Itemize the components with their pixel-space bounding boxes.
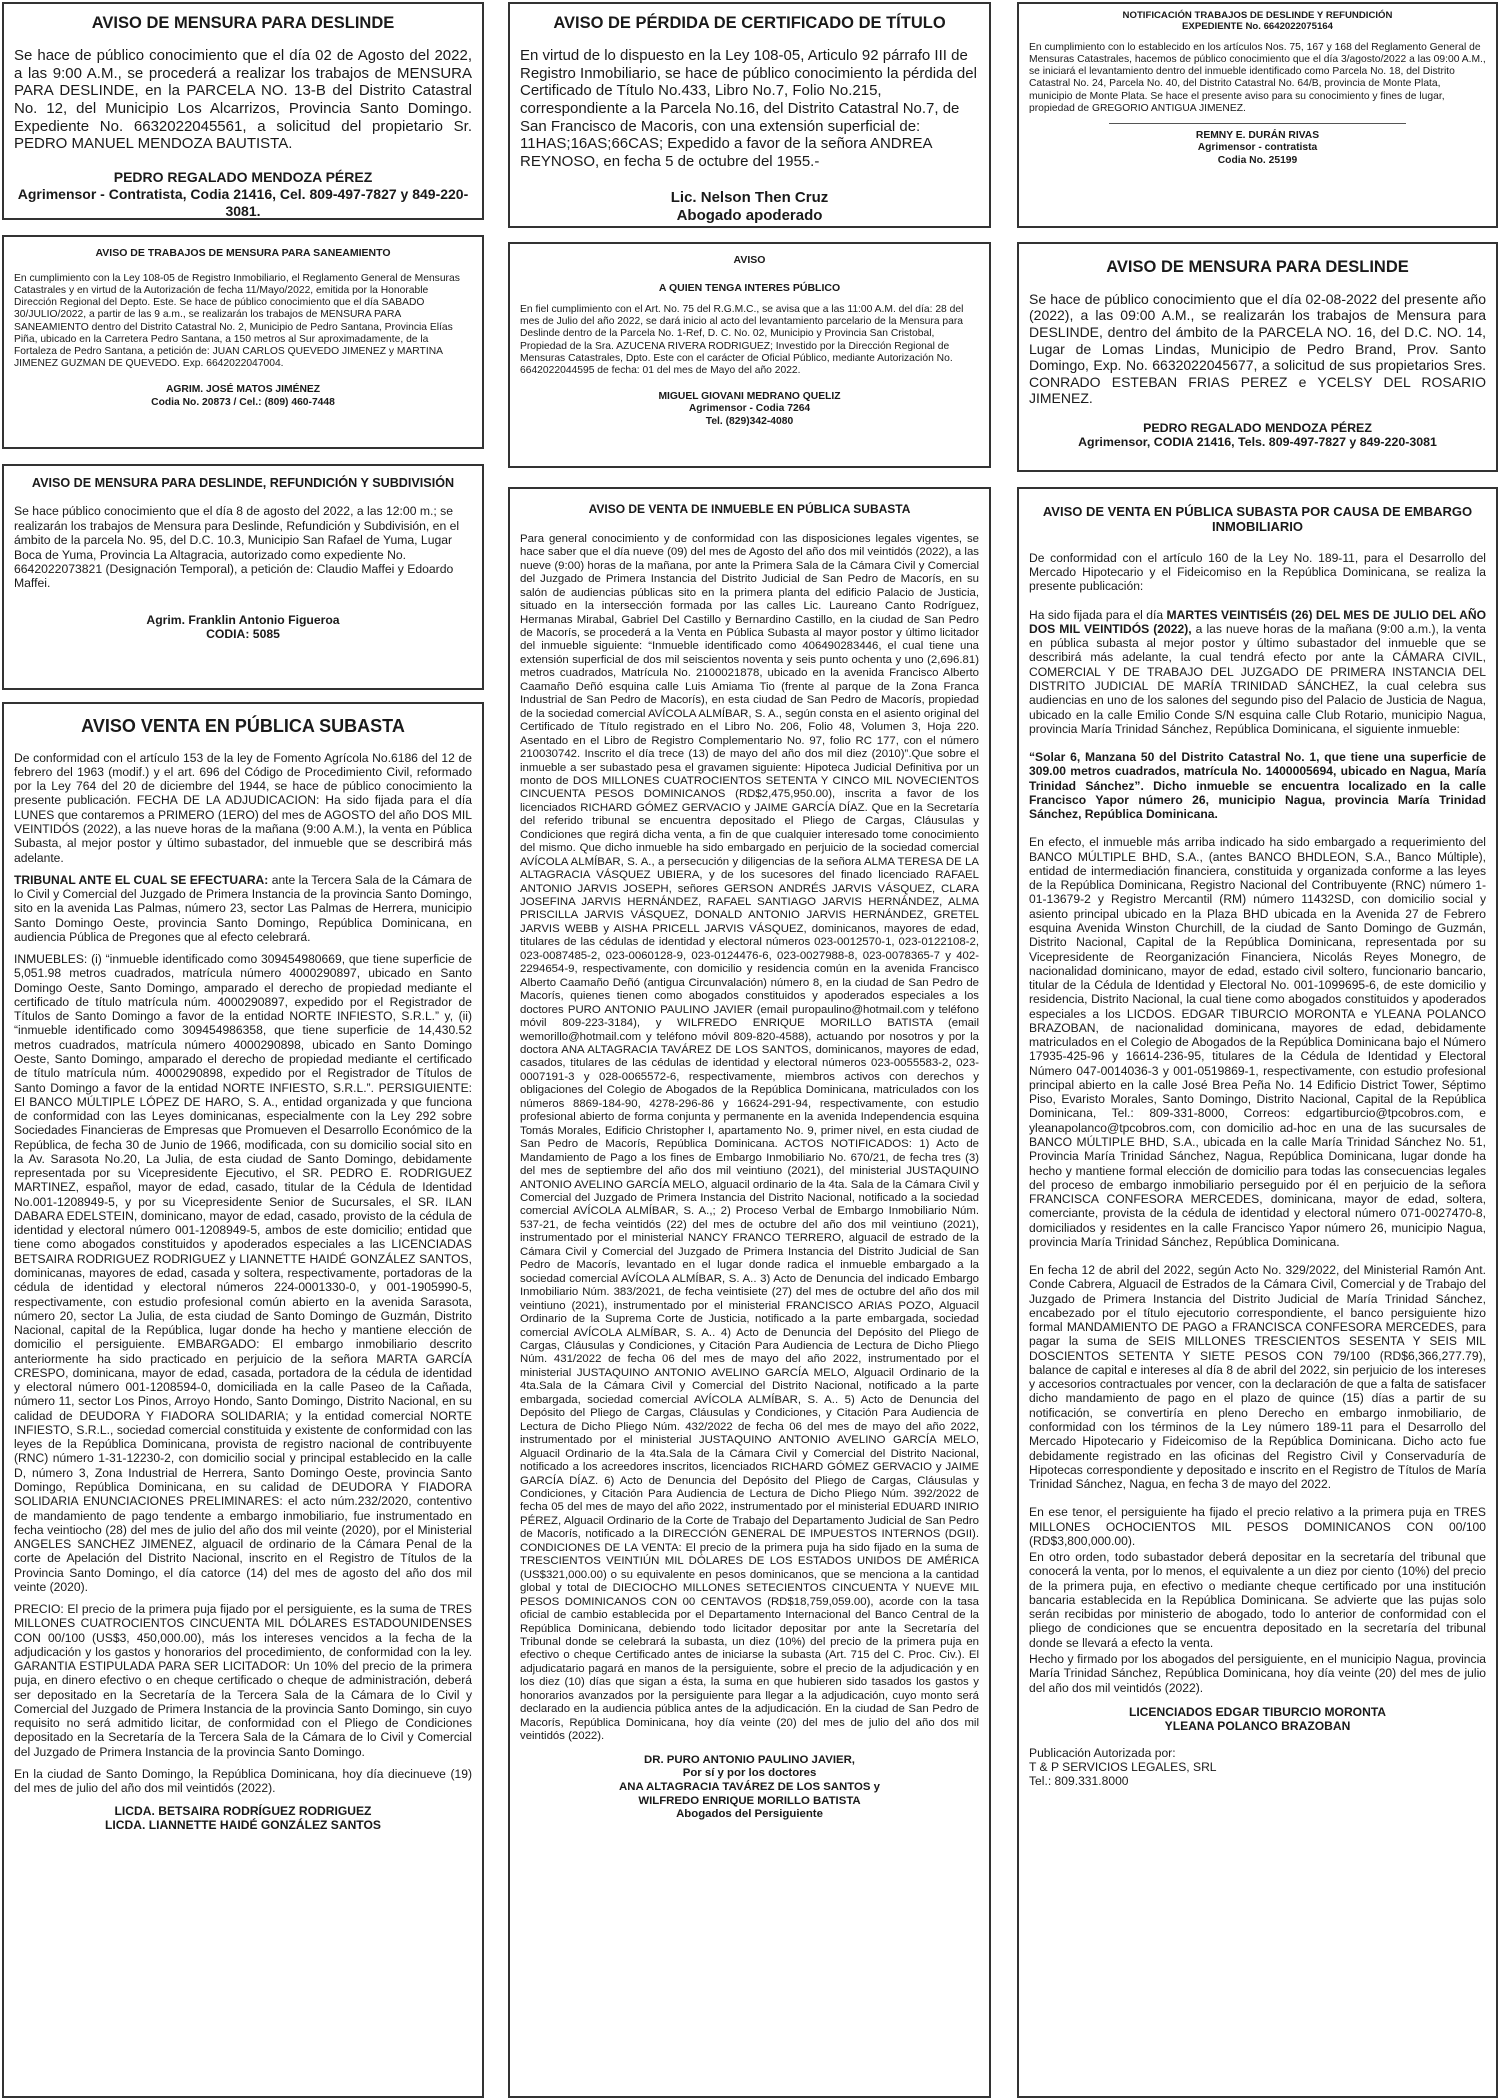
notice-mensura-deslinde-1: [2, 2, 484, 220]
auction-date: MARTES VEINTISÉIS (26) DEL MES DE JULIO DEL AÑO DOS MIL VEINTIDÓS (2022),: [1029, 607, 1486, 636]
notice-signature: [520, 391, 979, 428]
notice-body: Se hace público conocimiento que el día 8 de agosto del 2022, a las 12:00 m.; se realizarán los trabajos de Mensura para Deslinde, Refundición y Subdivisión, en el ámbito de la parcela No. 95, del D.C. 10.3, Municipio San Rafael de Yuma, Lugar Boca de Yuma, Provincia La Altagracia, autorizado como expediente No. 6642022073821 (Designación Temporal), a petición de: Claudio Maffei y Edoardo Maffei.: [14, 504, 460, 591]
notice-signature: [1029, 130, 1486, 167]
paragraph-text: a las nueve horas de la mañana (9:00 a.m.), la venta en pública subasta al mejor postor y último subastador del inmueble que se describirá más adelante, la cual tendrá efecto por ante la CÁMARA CIVIL, COMERCIAL Y DE TRABAJO DEL JUZGADO DE PRIMERA INSTANCIA DEL DISTRITO JUDICIAL DE MARÍA TRINIDAD SÁNCHEZ, la cual celebra sus audiencias en uno de los salones del segundo piso del Palacio de Justicia de Nagua, ubicado en la calle Emilio Conde S/N esquina calle Club Rotario, municipio Nagua, provincia María Trinidad Sánchez, República Dominicana, el siguiente inmueble:: [1029, 621, 1487, 736]
notice-title: AVISO DE VENTA DE INMUEBLE EN PÚBLICA SUBASTA: [588, 502, 911, 516]
notice-title: NOTIFICACIÓN TRABAJOS DE DESLINDE Y REFUNDICIÓN: [1122, 10, 1393, 21]
notice-paragraph: [14, 873, 472, 944]
notice-paragraph: Hecho y firmado por los abogados del persiguiente, en el municipio Nagua, provincia María Trinidad Sánchez, República Dominicana, hoy día veinte (20) del mes de julio del año dos mil veintidós (2022).: [1029, 1652, 1486, 1695]
notice-title: AVISO DE MENSURA PARA DESLINDE, REFUNDICIÓN Y SUBDIVISIÓN: [31, 476, 455, 490]
notice-paragraph: En la ciudad de Santo Domingo, la República Dominicana, hoy día diecinueve (19) del mes de julio del año dos mil veintidós (2022).: [14, 1767, 472, 1796]
notice-body: Se hace de público conocimiento que el día 02-08-2022 del presente año (2022), a las 09:00 A.M., se realizarán los trabajos de Mensura para DESLINDE, dentro del ámbito de la PARCELA NO. 16, del D.C. NO. 14, Lugar de Lomas Lindas, Municipio de Pedro Brand, Prov. Santo Domingo, Exp. No. 6632022045677, a solicitud de sus propietarios Sres. CONRADO ESTEBAN FRIAS PEREZ e YCELSY DEL ROSARIO JIMENEZ.: [1029, 290, 1486, 407]
notice-title: AVISO DE MENSURA PARA DESLINDE: [1106, 258, 1409, 276]
notice-mensura-saneamiento: [2, 235, 484, 449]
notice-perdida-certificado: [508, 2, 991, 228]
notice-body: En cumplimiento con la Ley 108-05 de Registro Inmobiliario, el Reglamento General de Mensuras Catastrales y en virtud de la Autorización de fecha 11/Mayo/2022, emitida por la Honorable Dirección Regional del Depto. Este. Se hace de público conocimiento que el día SABADO 30/JULIO/2022, a partir de las 9 a.m., se realizarán los trabajos de MENSURA PARA SANEAMIENTO dentro del Distrito Catastral No. 2, Municipio de Pedro Santana, Provincia Elías Piña, ubicado en la Carretera Pedro Santana, a 150 metros al Sur aproximadamente, de la Fortaleza de Pedro Santana, a petición de: JUAN CARLOS QUEVEDO JIMENEZ y MARTINA JIMENEZ GUZMAN DE QUEVEDO. Exp. 6642022047004.: [14, 273, 460, 370]
publisher-phone: Tel.: 809.331.8000: [1029, 1774, 1129, 1789]
notice-title: AVISO DE TRABAJOS DE MENSURA PARA SANEAMIENTO: [95, 247, 391, 259]
signature-name: ANA ALTAGRACIA TAVÁREZ DE LOS SANTOS y: [619, 1780, 880, 1793]
notice-body: En virtud de lo dispuesto en la Ley 108-05, Articulo 92 párrafo III de Registro Inmobiliario, se hace de público conocimiento la pérdida del Certificado de Título No.433, Libro No.7, Folio No.215, correspondiente a la Parcela No.16, del Distrito Catastral No.7, de San Francisco de Macoris, con una extensión superficial de: 11HAS;16AS;66CAS; Expedido a favor de la señora ANDREA REYNOSO, en fecha 5 de octubre del 1955.-: [520, 46, 977, 171]
notice-deslinde-refundicion: [1017, 2, 1498, 228]
signature-name: DR. PURO ANTONIO PAULINO JAVIER,: [644, 1753, 855, 1766]
notice-signature: [14, 613, 472, 642]
notice-body: Para general conocimiento y de conformidad con las disposiciones legales vigentes, se hace saber que el día nueve (09) del mes de Agosto del año dos mil veintidós (2022), a las nueve (9:00) horas de la mañana, por ante la Primera Sala de la Cámara Civil y Comercial del Juzgado de Primera Instancia del Distrito Judicial de San Pedro de Macorís, en su salón de audiencias públicas sito en la primera planta del edificio Palacio de Justicia, situado en la intersección formada por las calles Lic. Laureano Canto Rodríguez, Hermanas Mirabal, Gabriel Del Castillo y Bernardino Castillo, en la ciudad de San Pedro de Macorís, se procederá a la Venta en Pública Subasta al mayor postor y último licitador del inmueble siguiente: “Inmueble identificado como 406490283446, el cual tiene una extensión superficial de dos mil seiscientos noventa y seis punto ochenta y uno (2,696.81) metros cuadrados, Matrícula No. 2100021878, ubicado en la avenida Francisco Alberto Caamaño Deñó esquina calle Luis Amiama Tio (frente al parque de la Zona Franca Industrial de San Pedro de Macorís), en esta ciudad de San Pedro de Macorís, propiedad de la sociedad comercial AVÍCOLA ALMÍBAR, S. A., según consta en el asiento original del Certificado de Título registrado en el Libro No. 206, Folio 48, Volumen 3, Hoja 220. Asentado en el Libro de Registro Complementario No. 97, folio RC 177, con el número 210030742. Inscrito el día trece (13) de mayo del año dos mil diez (2010)”.Que sobre el inmueble a ser subastado pesa el gravamen siguiente: Hipoteca Judicial Definitiva por un monto de DOS MILLONES CUATROCIENTOS SETENTA Y CINCO MIL NOVECIENTOS CINCUENTA PESOS DOMINICANOS (RD$2,475,950.00), inscrita a favor de los licenciados RICHARD GÓMEZ GERVACIO y JAIME GARCÍA DÍAZ. Que en la Secretaría del referido tribunal se encuentra depositado el Pliego de Cargas, Cláusulas y Condiciones que regirá dicha venta, a fin de que cualquier interesado tome conocimiento del mismo. Que dicho inmueble ha sido embargado en perjuicio de la sociedad comercial AVÍCOLA ALMÍBAR, S. A., a persecución y diligencias de la señora ALMA TERESA DE LA ALTAGRACIA VÁSQUEZ UBIERA, y de los sucesores del finado licenciado RAFAEL ANTONIO JARVIS JOSEPH, señores GERSON ANDRÉS JARVIS VÁSQUEZ, CLARA JOSEFINA JARVIS HERNÁNDEZ, RAFAEL SANTIAGO JARVIS HERNÁNDEZ, ALMA PRISCILLA JARVIS VÁSQUEZ, DONALD ANTONIO JARVIS HERNÁNDEZ, GRETEL JARVIS WEBB y AISHA PRICELL JARVIS VÁSQUEZ, dominicanos, mayores de edad, titulares de las cédulas de identidad y electoral números 023-0012570-1, 023-0122108-2, 023-0087485-2, 023-0060128-9, 023-0124476-6, 023-0027988-8, 023-0078365-7 y 402-2294654-9, respectivamente, con domicilio y residencia común en la avenida Francisco Alberto Caamaño Deñó (antigua Circunvalación) número 8, en la ciudad de San Pedro de Macorís, quienes tienen como abogados constituidos y apoderados especiales a los doctores PURO ANTONIO PAULINO JAVIER (email puropaulino@hotmail.com y teléfono móvil 809-223-3184), y WILFREDO ENRIQUE MORILLO BATISTA (email wemorillo@hotmail.com y teléfono móvil 809-820-4588), actuando por nosotros y por la doctora ANA ALTAGRACIA TAVÁREZ DE LOS SANTOS, dominicanos, mayores de edad, casados, titulares de las cédulas de identidad y electoral números 023-0055583-2, 023-0007191-3 y 028-0065572-6, respectivamente, miembros activos con derechos y obligaciones del Colegio de Abogados de la República Dominicana, matriculados con los números 8869-184-90, 4278-296-86 y 16624-291-94, respectivamente, con estudio profesional abierto de forma conjunta y permanente en la avenida Independencia esquina Tomás Morales, Edificio Christopher I, apartamento No. 9, primer nivel, en esta ciudad de San Pedro de Macorís, República Dominicana. ACTOS NOTIFICADOS: 1) Acto de Mandamiento de Pago a los fines de Embargo Inmobiliario No. 670/21, de fecha tres (3) del mes de septiembre del año dos mil veintiuno (2021), del ministerial JUSTAQUINO ANTONIO AVELINO GARCÍA MELO, alguacil ordinario de la 4ta. Sala de la Cámara Civil y Comercial del Juzgado de Primera Instancia del Distrito Nacional, notificado a la sociedad comercial AVÍCOLA ALMÍBAR, S. A.,; 2) Proceso Verbal de Embargo Inmobiliario Núm. 537-21, de fecha veintidós (22) del mes de octubre del año dos mil veintiuno (2021), instrumentado por el ministerial NANCY FRANCO TERRERO, alguacil de estrado de la Cámara Civil y Comercial del Juzgado de Primera Instancia del Distrito Judicial de San Pedro de Macorís, levantado en el lugar donde radica el inmueble embargado a la sociedad comercial AVÍCOLA ALMÍBAR, S. A.. 3) Acto de Denuncia del indicado Embargo Inmobiliario Núm. 383/2021, de fecha veintisiete (27) del mes de octubre del año dos mil veintiuno (2021), instrumentado por el ministerial FRANCISCO ARIAS POZO, Alguacil Ordinario de la Suprema Corte de Justicia, notificado a la parte embargada, sociedad comercial AVÍCOLA ALMÍBAR, S. A.. 4) Acto de Denuncia del Depósito del Pliego de Cargas, Cláusulas y Condiciones, y Citación Para Audiencia de Lectura de Dicho Pliego Núm. 431/2022 de fecha 06 del mes de mayo del año 2022, instrumentado por el ministerial JUSTAQUINO ANTONIO AVELINO GARCÍA MELO, Alguacil Ordinario de la 4ta.Sala de la Cámara Civil y Comercial del Distrito Nacional, notificado a la parte embargada, sociedad comercial AVÍCOLA ALMÍBAR, S. A.. 5) Acto de Denuncia del Depósito del Pliego de Cargas, Cláusulas y Condiciones, y Citación Para Audiencia de Lectura de Dicho Pliego Núm. 432/2022 de fecha 06 del mes de mayo del año 2022, instrumentado por el ministerial JUSTAQUINO ANTONIO AVELINO GARCÍA MELO, Alguacil Ordinario de la 4ta.Sala de la Cámara Civil y Comercial del Distrito Nacional, notificado a los acreedores inscritos, licenciados RICHARD GÓMEZ GERVACIO y JAIME GARCÍA DÍAZ. 6) Acto de Denuncia del Depósito del Pliego de Cargas, Cláusulas y Condiciones, y Citación Para Audiencia de Lectura de Dicho Pliego Núm. 392/2022 de fecha 05 del mes de mayo del año 2022, instrumentado por el ministerial EDUARD INIRIO PÉREZ, Alguacil Ordinario de la Corte de Trabajo del Departamento Judicial de San Pedro de Macorís, notificado a la DIRECCIÓN GENERAL DE IMPUESTOS INTERNOS (DGII). CONDICIONES DE LA VENTA: El precio de la primera puja ha sido fijado en la suma de TRESCIENTOS VEINTIÚN MIL DÓLARES DE LOS ESTADOS UNIDOS DE AMÉRICA (US$321,000.00) o su equivalente en pesos dominicanos, que se menciona a la cantidad global y total de DIECIOCHO MILLONES SETECIENTOS CINCUENTA Y NUEVE MIL PESOS DOMINICANOS CON 00 CENTAVOS (RD$18,759,059.00), acorde con la tasa oficial de cambio establecida por el Departamento Internacional del Banco Central de la República Dominicana, debiendo todo licitador depositar por ante la Secretaría del Tribunal donde se celebrará la subasta, un diez (10%) del precio de la primera puja en efectivo o cheque Certificado antes de iniciarse la subasta (Art. 715 del C. Proc. Civ.). El adjudicatario pagará en manos de la persiguiente, sobre el precio de la adjudicación y en los diez (10) días que sigan a ésta, la suma en que hubieren sido tasados los gastos y honorarios avanzados por la persiguiente para llegar a la adjudicación, cuyo monto será declarado en la audiencia pública antes de la adjudicación. En la ciudad de San Pedro de Macorís, República Dominicana, hoy día veinte (20) del mes de julio del año dos mil veintidós (2022).: [520, 532, 979, 1743]
tribunal-text: ante la Tercera Sala de la Cámara de lo Civil y Comercial del Juzgado de Primera Instancia de la provincia Santo Domingo, sito en la avenida Las Palmas, número 23, sector Las Palmas de Herrera, municipio Santo Domingo Oeste, provincia Santo Domingo, República Dominicana, en audiencia Pública de Pregones que al efecto celebrará.: [14, 872, 472, 944]
notice-body: Se hace de público conocimiento que el día 02 de Agosto del 2022, a las 9:00 A.M., se procederá a realizar los trabajos de MENSURA PARA DESLINDE, en la PARCELA NO. 13-B del Distrito Catastral No. 12, del Municipio Los Alcarrizos, Provincia Santo Domingo. Expediente No. 6632022045561, a solicitud del propietario Sr. PEDRO MANUEL MENDOZA BAUTISTA.: [14, 46, 472, 153]
notice-venta-embargo-inmobiliario: [1017, 487, 1498, 2098]
notice-venta-publica-subasta-1: [2, 702, 484, 2098]
notice-paragraph: De conformidad con el artículo 153 de la ley de Fomento Agrícola No.6186 del 12 de febrero del 1963 (modif.) y el art. 696 del Código de Procedimiento Civil, reformado por la Ley 764 del 20 de diciembre del 1944, se hace de público conocimiento la presente publicación. FECHA DE LA ADJUDICACION: Ha sido fijada para el día LUNES que contaremos a PRIMERO (1ERO) del mes de AGOSTO del año DOS MIL VEINTIDÓS (2022), a las nueve horas de la mañana (9:00 A.M.), la venta en Pública Subasta, al mejor postor y último subastador, del inmueble que se describirá más adelante.: [14, 750, 472, 865]
signature-line: [1109, 123, 1406, 124]
notice-signature: [1029, 421, 1486, 451]
signature-details: CODIA: 5085: [206, 627, 280, 642]
notice-body: [14, 751, 472, 1796]
signature-name: PEDRO REGALADO MENDOZA PÉREZ: [113, 169, 373, 186]
notice-signature: [1029, 1705, 1486, 1734]
signature-details: Abogado apoderado: [676, 206, 823, 224]
paragraph-text: Ha sido fijada para el día: [1029, 607, 1167, 622]
signature-name: LICDA. LIANNETTE HAIDÉ GONZÁLEZ SANTOS: [105, 1818, 381, 1833]
notice-body: En fiel cumplimiento con el Art. No. 75 del R.G.M.C., se avisa que a las 11:00 A.M. del día: 28 del mes de Julio del año 2022, se dará inicio al acto del levantamiento parcelario de la Mensura para Deslinde dentro de la Parcela No. 1-Ref, D. C. No. 02, Municipio y Provincia San Cristobal, Propiedad de la Sra. AZUCENA RIVERA RODRIGUEZ; Investido por la Dirección Regional de Mensuras Catastrales, Dpto. Este con el carácter de Oficial Público, mediante Autorización No. 6642022044595 de fecha: 01 del mes de Mayo del año 2022.: [520, 304, 964, 376]
notice-title: AVISO DE VENTA EN PÚBLICA SUBASTA POR CAUSA DE EMBARGO INMOBILIARIO: [1042, 504, 1473, 534]
publisher-name: T & P SERVICIOS LEGALES, SRL: [1029, 1760, 1217, 1775]
signature-name: Lic. Nelson Then Cruz: [670, 188, 829, 206]
tribunal-label: TRIBUNAL ANTE EL CUAL SE EFECTUARA:: [14, 872, 269, 887]
signature-name: LICENCIADOS EDGAR TIBURCIO MORONTA: [1128, 1704, 1387, 1719]
signature-phone: Tel. (829)342-4080: [705, 415, 794, 427]
notice-title: AVISO VENTA EN PÚBLICA SUBASTA: [81, 716, 405, 736]
notice-paragraph: En otro orden, todo subastador deberá depositar en la secretaría del tribunal que conocerá la venta, por lo menos, el equivalente a un diez por ciento (10%) del precio de la primera puja, en efectivo o mediante cheque certificado por una institución bancaria establecida en la República Dominicana. Se advierte que las pujas solo serán recibidas por ministerio de abogado, todo lo anterior de conformidad con el pliego de condiciones que se encuentra depositado en la secretaría del tribunal donde se llevará a efecto la venta.: [1029, 1550, 1486, 1650]
notice-body: En cumplimiento con lo establecido en los artículos Nos. 75, 167 y 168 del Reglamento General de Mensuras Catastrales, hacemos de público conocimiento que el día 3/agosto/2022 a las 09:00 A.M., se iniciará el levantamiento dentro del inmueble identificado como Parcela No. 18, del Distrito Catastral No. 24, Parcela No. 40, del Distrito Catastral No. 64/B, provincia de Monte Plata, municipio de Monte Plata. Se hace el presente aviso para su conocimiento y fines de lugar, propiedad de GREGORIO ANTIGUA JIMENEZ.: [1029, 42, 1486, 114]
notice-signature: [14, 384, 472, 409]
signature-name: PEDRO REGALADO MENDOZA PÉREZ: [1143, 420, 1372, 435]
notice-paragraph: En efecto, el inmueble más arriba indicado ha sido embargado a requerimiento del BANCO MÚLTIPLE BHD, S.A., (antes BANCO BHDLEON, S.A., Banco Múltiple), entidad de intermediación financiera, constituida y organizada conforme a las leyes de la República Dominicana, Registro Nacional del Contribuyente (RNC) número 1-01-13679-2 y Registro Mercantil (RM) número 11432SD, con domicilio social y asiento principal ubicado en la Plaza BHD ubicada en la Avenida 27 de Febrero esquina Avenida Winston Churchill, de la ciudad de Santo Domingo de Guzmán, Distrito Nacional, Capital de la República Dominicana, representada por su Vicepresidente de Reorganización Financiera, Nicolás Reyes Monegro, de nacionalidad dominicano, mayor de edad, estado civil soltero, funcionario bancario, titular de la Cédula de Identidad y Electoral No. 001-1099695-6, de este domicilio y residencia, Distrito Nacional, la cual tiene como abogados constituidos y apoderados especiales a los LICDOS. EDGAR TIBURCIO MORONTA e YLEANA POLANCO BRAZOBAN, de nacionalidad dominicana, mayores de edad, debidamente matriculados en el Colegio de Abogados de la República Dominicana bajo el Número 17935-425-96 y 16614-236-95, titulares de la Cédula de Identidad y Electoral Número 047-0014036-3 y 001-0519869-1, respectivamente, con estudio profesional principal abierto en la calle José Brea Peña No. 14 Edificio District Tower, Séptimo Piso, Evaristo Morales, Santo Domingo, Distrito Nacional, Capital de la República Dominicana, Tel.: 809-331-8000, Correos: edgartiburcio@tpcobros.com, e yleanapolanco@tpcobros.com, con domicilio ad-hoc en una de las sucursales de BANCO MÚLTIPLE BHD, S.A., ubicada en la calle María Trinidad Sánchez No. 51, Provincia María Trinidad Sánchez, Nagua, República Dominicana, lugar donde ha hecho y mantiene formal elección de domicilio para todas las consecuencias legales del proceso de embargo inmobiliario perseguido por él en perjuicio de la señora FRANCISCA CONFESORA MERCEDES, dominicana, mayor de edad, soltera, comerciante, provista de la cédula de identidad y electoral número 071-0027470-8, domiciliados y residentes en la calle Francisco Yapor número 26, municipio Nagua, provincia María Trinidad Sánchez, República Dominicana.: [1029, 835, 1486, 1249]
notice-signature: [14, 169, 472, 219]
signature-name: REMNY E. DURÁN RIVAS: [1195, 129, 1320, 141]
property-description: “Solar 6, Manzana 50 del Distrito Catastral No. 1, que tiene una superficie de 309.00 metros cuadrados, matrícula No. 1400005694, ubicado en Nagua, María Trinidad Sánchez”. Dicho inmueble se encuentra localizado en la calle Francisco Yapor número 26, municipio Nagua, provincia María Trinidad Sánchez, República Dominicana.: [1029, 750, 1486, 822]
notice-paragraph: En ese tenor, el persiguiente ha fijado el precio relativo a la primera puja en TRES MILLONES OCHOCIENTOS MIL PESOS DOMINICANOS CON 00/100 (RD$3,800,000.00).: [1029, 1505, 1486, 1548]
signature-details: Agrimensor - contratista: [1197, 142, 1318, 154]
notice-paragraph: INMUEBLES: (i) “inmueble identificado como 309454980669, que tiene superficie de 5,051.98 metros cuadrados, matrícula número 4000290897, ubicado en Santo Domingo Oeste, Santo Domingo, amparado el derecho de propiedad mediante el certificado de título matrícula núm. 4000290897, expedido por el Registrador de Títulos de Santo Domingo a favor de la entidad NORTE INFIESTO, S.R.L.” y, (ii) “inmueble identificado como 309454986358, que tiene superficie de 14,430.52 metros cuadrados, matrícula número 4000290898, ubicado en Santo Domingo Oeste, Santo Domingo, amparado el derecho de propiedad mediante el certificado de título matrícula núm. 4000290898, expedido por el Registrador de Títulos de Santo Domingo a favor de la entidad NORTE INFIESTO, S.R.L.”. PERSIGUIENTE: El BANCO MÚLTIPLE LÓPEZ DE HARO, S. A., entidad organizada y que funciona de conformidad con las Leyes dominicanas, especialmente con la Ley 292 sobre Sociedades Financieras de Empresas que Promueven el Desarrollo Económico de la República, de fecha 30 de Junio de 1966, modificada, con su domicilio social sito en la Av. Sarasota No.20, La Julia, de esta ciudad de Santo Domingo, debidamente representada por su Vicepresidente Ejecutivo, el SR. PEDRO E. RODRIGUEZ MARTINEZ, español, mayor de edad, casado, titular de la Cédula de Identidad No.001-1208949-5, y por su Vicepresidente Senior de Sucursales, el SR. ILAN DABARA EDELSTEIN, dominicano, mayor de edad, casado, provisto de la cédula de identidad y electoral número 001-1208949-5, ambos de este domicilio; entidad que tiene como abogados constituidos y apoderados especiales a las LICENCIADAS BETSAIRA RODRIGUEZ RODRIGUEZ y LIANNETTE HAIDÉ GONZÁLEZ SANTOS, dominicanas, mayores de edad, casada y soltera, respectivamente, portadoras de la cédula de identidad y electoral números 224-0001330-0, y 001-1905990-5, respectivamente, con estudio profesional común abierto en la avenida Sarasota, número 20, sector La Julia, de esta ciudad de Santo Domingo de Guzmán, Distrito Nacional, capital de la República, lugar donde ha hecho y mantiene elección de domicilio el persiguiente. EMBARGADO: El embargo inmobiliario descrito anteriormente ha sido practicado en perjuicio de la señora MARTA GARCÍA CRESPO, dominicana, mayor de edad, casada, portadora de la cédula de identidad y electoral número 001-1208594-0, domiciliada en la calle Paseo de la Cañada, número 11, sector Los Pinos, Arroyo Hondo, Santo Domingo, Distrito Nacional, en su calidad de DEUDORA Y FIADORA SOLIDARIA; y la entidad comercial NORTE INFIESTO, S.R.L., sociedad comercial constituida y existente de conformidad con las leyes de la República Dominicana, provista de registro nacional de contribuyente (RNC) número 1-31-12230-2, con domicilio social y principal establecido en la calle D, número 3, Zona Industrial de Herrera, Santo Domingo Oeste, provincia Santo Domingo, República Dominicana, en su calidad de DEUDORA Y FIADORA SOLIDARIA ENUNCIACIONES PRELIMINARES: el acto núm.232/2020, contentivo de mandamiento de pago tendente a embargo inmobiliario, fue instrumentado en fecha veintiocho (28) del mes de julio del año dos mil veinte (2020), por el Ministerial ANGELES SANCHEZ JIMENEZ, alguacil de ordinario de la Cámara Penal de la corte de Apelación del Distrito Nacional, inscrito en el Registro de Títulos de la Provincia Santo Domingo, el día catorce (14) del mes de agosto del año dos mil veinte (2020).: [14, 952, 472, 1594]
signature-details: Agrimensor - Contratista, Codia 21416, Cel. 809-497-7827 y 849-220-3081.: [17, 185, 469, 219]
notice-title: AVISO DE PÉRDIDA DE CERTIFICADO DE TÍTULO: [553, 14, 946, 32]
signature-name: LICDA. BETSAIRA RODRÍGUEZ RODRIGUEZ: [114, 1803, 372, 1818]
notice-venta-inmueble-subasta: [508, 487, 991, 2098]
signature-details: Por sí y por los doctores: [682, 1767, 817, 1780]
signature-name: Agrim. Franklin Antonio Figueroa: [146, 612, 340, 627]
notice-subtitle: A QUIEN TENGA INTERES PÚBLICO: [658, 282, 841, 295]
notice-mensura-deslinde-2: [1017, 242, 1498, 472]
signature-name: MIGUEL GIOVANI MEDRANO QUELIZ: [658, 390, 841, 402]
signature-details: Codia No. 20873 / Cel.: (809) 460-7448: [151, 396, 335, 408]
signature-details: Codia No. 25199: [1217, 154, 1298, 166]
notice-paragraph: PRECIO: El precio de la primera puja fijado por el persiguiente, es la suma de TRES MILLONES CUATROCIENTOS CINCUENTA MIL DÓLARES ESTADOUNIDENSES CON 00/100 (US$3, 450,000.00), más los intereses vencidos a la fecha de la adjudicación y los gastos y honorarios del procedimiento, de conformidad con la ley. GARANTIA ESTIPULADA PARA SER LICITADOR: Un 10% del precio de la primera puja, en dinero efectivo o en cheque certificado o cheque de administración, deberá ser depositado en la Secretaría de la Tercera Sala de la Cámara de lo Civil y Comercial del Juzgado de Primera Instancia de la provincia Santo Domingo, sin cuyo requisito no será admitido licitar, de conformidad con el Pliego de Condiciones depositado en la Secretaría de la Tercera Sala de la Cámara de lo Civil y Comercial del Juzgado de Primera Instancia de la provincia Santo Domingo.: [14, 1602, 472, 1759]
notice-paragraph: [1029, 608, 1486, 736]
signature-details: Agrimensor - Codia 7264: [688, 403, 811, 415]
signature-name: AGRIM. JOSÉ MATOS JIMÉNEZ: [165, 384, 321, 396]
notice-signature: [520, 189, 979, 225]
notice-title: AVISO: [733, 254, 766, 266]
signature-name: WILFREDO ENRIQUE MORILLO BATISTA: [638, 1794, 861, 1807]
signature-details: Abogados del Persiguiente: [676, 1808, 823, 1821]
signature-details: Agrimensor, CODIA 21416, Tels. 809-497-7827 y 849-220-3081: [1078, 435, 1437, 450]
notice-signature: [520, 1754, 979, 1822]
notice-signature: [14, 1804, 472, 1833]
notice-paragraph: En fecha 12 de abril del 2022, según Acto No. 329/2022, del Ministerial Ramón Ant. Conde Cabrera, Alguacil de Estrados de la Cámara Civil, Comercial y de Trabajo del Juzgado de Primera Instancia del Distrito Judicial de María Trinidad Sánchez, encabezado por el título ejecutorio correspondiente, el banco persiguiente hizo formal MANDAMIENTO DE PAGO a FRANCISCA CONFESORA MERCEDES, para pagar la suma de SEIS MILLONES TRESCIENTOS SESENTA Y SEIS MIL DOSCIENTOS SETENTA Y SIETE PESOS CON 79/100 (RD$6,366,277.79), balance de capital e intereses al día 8 de abril del 2022, sin perjuicio de los intereses y accesorios contractuales por vencer, con la declaración de que a falta de satisfacer dicho mandamiento de pago en el plazo de quince (15) días a partir de su notificación, se convertiría en pleno Derecho en embargo inmobiliario, de conformidad con los términos de la Ley número 189-11 para el Desarrollo del Mercado Hipotecario y Fideicomiso de la República Dominicana. Dicho acto fue debidamente registrado en las oficinas del Registro Civil y Conservaduría de Hipotecas correspondiente y depositado e inscrito en el Registro de Títulos de María Trinidad Sánchez, Nagua, en fecha 3 de mayo del 2022.: [1029, 1263, 1486, 1492]
notice-title: AVISO DE MENSURA PARA DESLINDE: [91, 14, 395, 32]
publisher-label: Publicación Autorizada por:: [1029, 1745, 1176, 1760]
notice-aviso-interes-publico: [508, 242, 991, 468]
signature-name: YLEANA POLANCO BRAZOBAN: [1164, 1719, 1351, 1734]
notice-subtitle: EXPEDIENTE No. 6642022075164: [1182, 21, 1333, 33]
notice-paragraph: De conformidad con el artículo 160 de la Ley No. 189-11, para el Desarrollo del Mercado Hipotecario y el Fideicomiso en la República Dominicana, se realiza la presente publicación:: [1029, 550, 1486, 594]
notice-deslinde-refundicion-subdivision: [2, 464, 484, 690]
notice-body: [1029, 551, 1486, 1695]
publisher-info: [1029, 1746, 1486, 1789]
